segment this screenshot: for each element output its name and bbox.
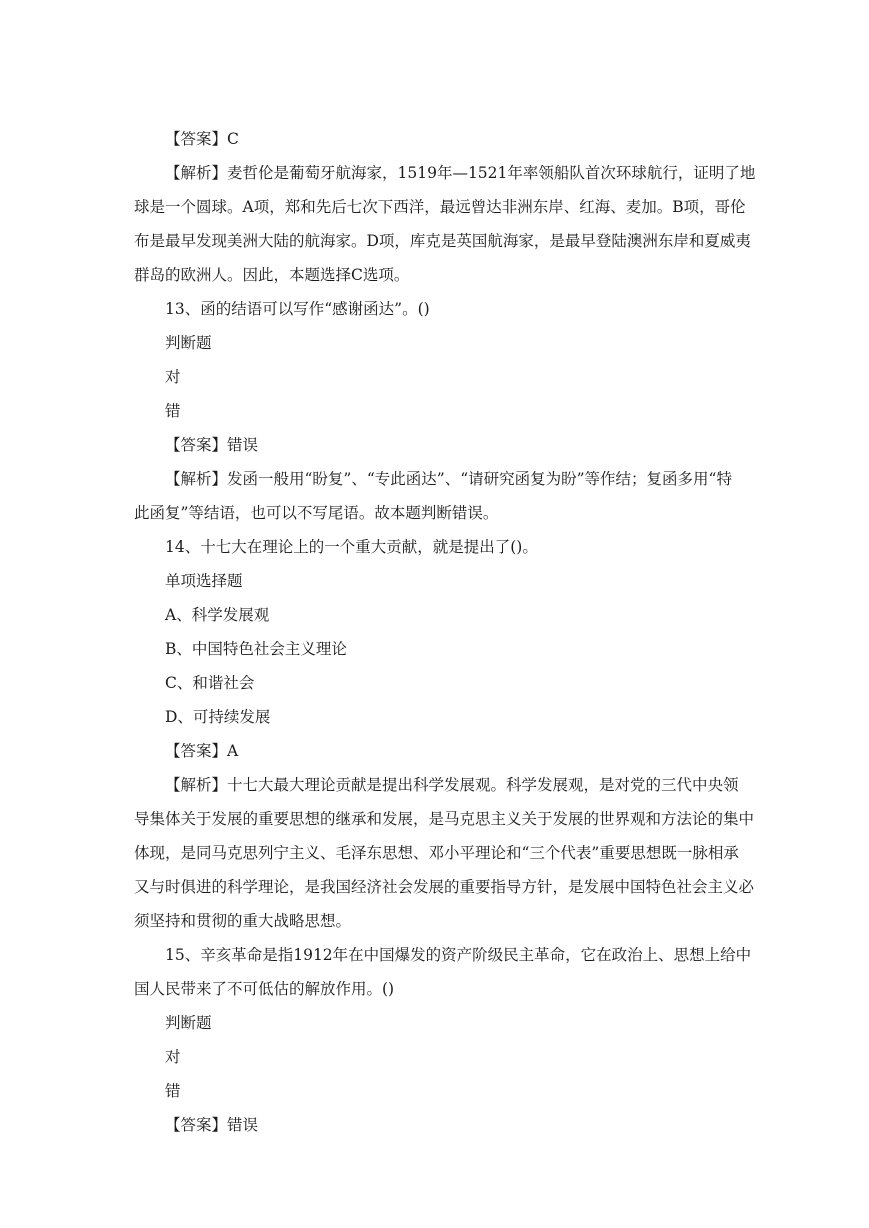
paragraph (134, 1108, 740, 1142)
text-line: 【解析】麦哲伦是葡萄牙航海家，1519年—1521年率领船队首次环球航行，证明了地 (165, 163, 756, 182)
text-line: B、中国特色社会主义理论 (165, 639, 347, 658)
text-line: 【答案】A (165, 741, 239, 760)
text-line: 又与时俱进的科学理论，是我国经济社会发展的重要指导方针，是发展中国特色社会主义必 (134, 877, 755, 896)
text-line: 【解析】十七大最大理论贡献是提出科学发展观。科学发展观，是对党的三代中央领 (165, 775, 739, 794)
paragraph (134, 1074, 740, 1108)
paragraph (134, 428, 740, 462)
text-line: 判断题 (165, 1013, 212, 1032)
paragraph (134, 938, 752, 1006)
text-line: 群岛的欧洲人。因此，本题选择C选项。 (134, 265, 410, 284)
paragraph (134, 530, 740, 564)
text-line: C、和谐社会 (165, 673, 255, 692)
paragraph (134, 564, 740, 598)
text-line: 【答案】错误 (165, 435, 259, 454)
text-line: D、可持续发展 (165, 707, 271, 726)
text-line: 【解析】发函一般用“盼复”、“专此函达”、“请研究函复为盼”等作结；复函多用“特 (165, 469, 732, 488)
paragraph (134, 394, 740, 428)
text-line: 体现，是同马克思列宁主义、毛泽东思想、邓小平理论和“三个代表”重要思想既一脉相承 (134, 843, 739, 862)
text-line: 国人民带来了不可低估的解放作用。() (134, 979, 395, 998)
paragraph (134, 1006, 740, 1040)
text-line: 球是一个圆球。A项，郑和先后七次下西洋，最远曾达非洲东岸、红海、麦加。B项，哥伦 (134, 197, 746, 216)
paragraph (134, 1040, 740, 1074)
text-line: 须坚持和贯彻的重大战略思想。 (134, 911, 352, 930)
paragraph (134, 666, 740, 700)
paragraph (134, 156, 756, 292)
text-line: 单项选择题 (165, 571, 243, 590)
text-line: 错 (165, 1081, 181, 1100)
text-line: A、科学发展观 (165, 605, 270, 624)
paragraph (134, 326, 740, 360)
text-line: 【答案】错误 (165, 1115, 259, 1134)
paragraph (134, 632, 740, 666)
paragraph (134, 598, 740, 632)
text-line: 对 (165, 1047, 181, 1066)
text-line: 此函复”等结语，也可以不写尾语。故本题判断错误。 (134, 503, 499, 522)
paragraph (134, 768, 755, 938)
text-line: 14、十七大在理论上的一个重大贡献，就是提出了()。 (165, 537, 538, 556)
paragraph (134, 360, 740, 394)
paragraph (134, 292, 740, 326)
text-line: 【答案】C (165, 129, 239, 148)
text-line: 13、函的结语可以写作“感谢函达”。() (165, 299, 430, 318)
text-line: 对 (165, 367, 181, 386)
paragraph (134, 700, 740, 734)
paragraph (134, 734, 740, 768)
text-line: 错 (165, 401, 181, 420)
text-line: 判断题 (165, 333, 212, 352)
paragraph (134, 462, 740, 530)
text-line: 15、辛亥革命是指1912年在中国爆发的资产阶级民主革命，它在政治上、思想上给中 (165, 945, 752, 964)
text-line: 导集体关于发展的重要思想的继承和发展，是马克思主义关于发展的世界观和方法论的集中 (134, 809, 755, 828)
paragraph (134, 122, 740, 156)
text-line: 布是最早发现美洲大陆的航海家。D项，库克是英国航海家，是最早登陆澳洲东岸和夏威夷 (134, 231, 751, 250)
